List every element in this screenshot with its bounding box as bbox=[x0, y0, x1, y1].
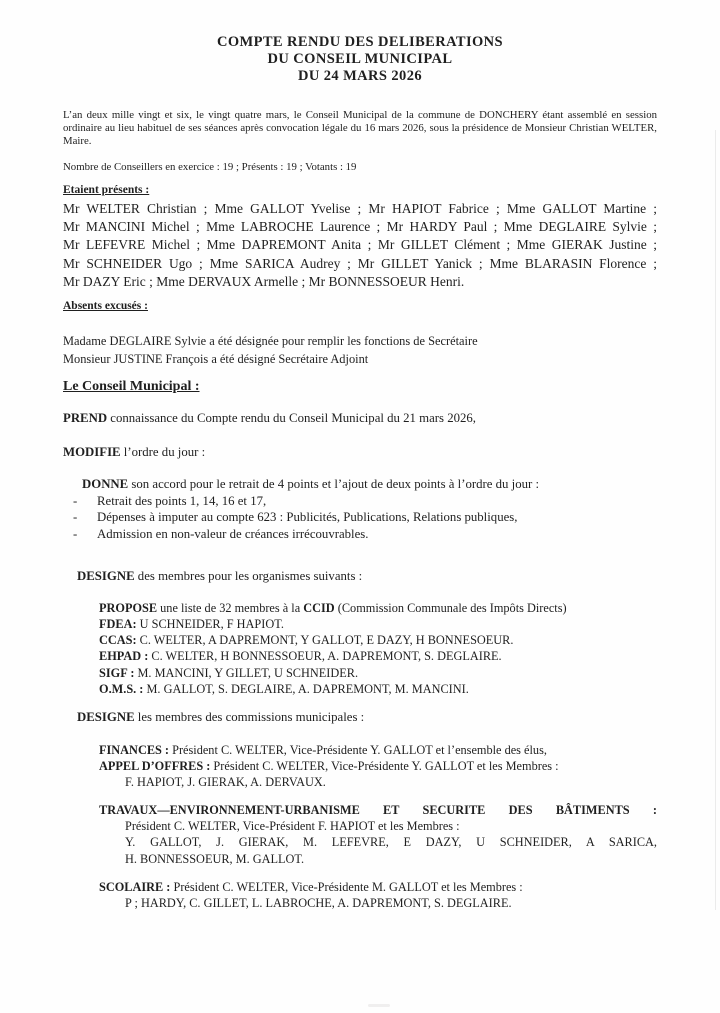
commission-members: Président C. WELTER, Vice-Présidente Y. GALLOT et les Membres : bbox=[210, 759, 559, 774]
present-line: Mr DAZY Eric ; Mme DERVAUX Armelle ; Mr BONNESSOEUR Henri. bbox=[63, 273, 465, 289]
action-lead: DESIGNE bbox=[77, 569, 135, 584]
document-content bbox=[63, 0, 657, 911]
action-text: son accord pour le retrait de 4 points et l’ajout de deux points à l’ordre du jour : bbox=[128, 477, 540, 492]
present-line: Mr WELTER Christian ; Mme GALLOT Yvelise ; Mr HAPIOT Fabrice ; Mme GALLOT Martine ; bbox=[63, 201, 657, 216]
organism-label: CCAS: bbox=[99, 633, 137, 648]
commission-scolaire-line bbox=[99, 879, 657, 895]
donne-item bbox=[73, 493, 657, 510]
donne-item-text: Admission en non-valeur de créances irrécouvrables. bbox=[97, 526, 369, 541]
commission-scolaire bbox=[99, 879, 657, 912]
organism-line bbox=[99, 648, 657, 664]
commission-label: APPEL D’OFFRES : bbox=[99, 759, 211, 774]
present-members-list bbox=[63, 200, 657, 291]
ccid-label: CCID bbox=[303, 600, 335, 615]
commission-travaux-title bbox=[99, 802, 657, 818]
organism-members: U SCHNEIDER, F HAPIOT. bbox=[136, 616, 284, 631]
propose-lead: PROPOSE bbox=[99, 600, 158, 615]
action-text: des membres pour les organismes suivants : bbox=[134, 569, 363, 584]
dash-bullet: - bbox=[73, 493, 78, 508]
donne-item-text: Dépenses à imputer au compte 623 : Publicités, Publications, Relations publiques, bbox=[97, 510, 518, 525]
commission-label: TRAVAUX—ENVIRONNEMENT-URBANISME ET SECURITE DES BÂTIMENTS : bbox=[99, 802, 657, 817]
secretary-designations bbox=[63, 333, 657, 368]
organism-label: O.M.S. : bbox=[99, 682, 144, 696]
action-text: les membres des commissions municipales : bbox=[134, 710, 365, 725]
commission-label: FINANCES : bbox=[99, 742, 170, 757]
organism-line bbox=[99, 681, 657, 697]
action-designe-commissions bbox=[77, 709, 657, 726]
action-modifie bbox=[63, 444, 657, 461]
propose-line bbox=[99, 600, 657, 616]
organism-members: M. GALLOT, S. DEGLAIRE, A. DAPREMONT, M. MANCINI. bbox=[143, 682, 469, 696]
organism-members: C. WELTER, H BONNESSOEUR, A. DAPREMONT, S. DEGLAIRE. bbox=[148, 649, 502, 664]
propose-rest: (Commission Communale des Impôts Directs) bbox=[334, 600, 567, 615]
propose-mid: une liste de 32 membres à la bbox=[157, 600, 304, 615]
action-lead: DONNE bbox=[82, 477, 129, 492]
commission-finances bbox=[99, 742, 657, 758]
action-donne-block bbox=[63, 476, 657, 542]
organism-label: SIGF : bbox=[99, 665, 135, 680]
secretary-line: Monsieur JUSTINE François a été désigné Secrétaire Adjoint bbox=[63, 351, 369, 366]
appel-offres-members: F. HAPIOT, J. GIERAK, A. DERVAUX. bbox=[125, 775, 326, 790]
donne-item bbox=[73, 526, 657, 543]
scan-smudge-artifact bbox=[368, 1004, 390, 1007]
action-lead: MODIFIE bbox=[63, 444, 121, 459]
organism-line bbox=[99, 616, 657, 632]
donne-item bbox=[73, 509, 657, 526]
action-lead: DESIGNE bbox=[77, 710, 135, 725]
document-title bbox=[63, 34, 657, 85]
present-line: Mr LEFEVRE Michel ; Mme DAPREMONT Anita ; Mr GILLET Clément ; Mme GIERAK Justine ; bbox=[63, 237, 657, 253]
donne-item-text: Retrait des points 1, 14, 16 et 17, bbox=[97, 493, 267, 508]
organisms-list bbox=[99, 600, 657, 698]
organism-line bbox=[99, 632, 657, 648]
organism-label: EHPAD : bbox=[99, 649, 149, 664]
action-lead: PREND bbox=[63, 411, 108, 426]
action-designe-organisms bbox=[77, 568, 657, 585]
commission-label: SCOLAIRE : bbox=[99, 879, 171, 894]
organism-line bbox=[99, 665, 657, 681]
scan-edge-artifact bbox=[715, 130, 716, 910]
dash-bullet: - bbox=[73, 510, 78, 525]
action-prend bbox=[63, 410, 657, 427]
present-line: Mr SCHNEIDER Ugo ; Mme SARICA Audrey ; Mr GILLET Yanick ; Mme BLARASIN Florence ; bbox=[63, 255, 657, 271]
travaux-line: Y. GALLOT, J. GIERAK, M. LEFEVRE, E DAZY, U SCHNEIDER, A SARICA, bbox=[125, 835, 657, 850]
commission-members: Président C. WELTER, Vice-Présidente Y. GALLOT et l’ensemble des élus, bbox=[169, 742, 547, 757]
council-heading: Le Conseil Municipal : bbox=[63, 379, 200, 395]
councillors-counts: Nombre de Conseillers en exercice : 19 ; Présents : 19 ; Votants : 19 bbox=[63, 161, 357, 173]
organism-members: C. WELTER, A DAPREMONT, Y GALLOT, E DAZY, H BONNESOEUR. bbox=[136, 633, 514, 648]
commissions-list bbox=[99, 742, 657, 912]
session-intro-paragraph: L’an deux mille vingt et six, le vingt quatre mars, le Conseil Municipal de la commune de DONCHERY étant assemblé en session ordinaire au lieu habituel de ses séances après convocation légale du 16 mars 2026, sous la présidence de Monsieur Christian WELTER, Maire. bbox=[63, 109, 657, 147]
present-heading: Etaient présents : bbox=[63, 184, 150, 196]
travaux-line: Président C. WELTER, Vice-Président F. HAPIOT et les Membres : bbox=[125, 818, 460, 833]
action-text: connaissance du Compte rendu du Conseil Municipal du 21 mars 2026, bbox=[107, 411, 476, 426]
organism-members: M. MANCINI, Y GILLET, U SCHNEIDER. bbox=[134, 665, 359, 680]
travaux-line: H. BONNESSOEUR, M. GALLOT. bbox=[125, 851, 305, 866]
organism-label: FDEA: bbox=[99, 616, 137, 631]
scolaire-members: P ; HARDY, C. GILLET, L. LABROCHE, A. DAPREMONT, S. DEGLAIRE. bbox=[125, 896, 512, 911]
dash-bullet: - bbox=[73, 526, 78, 541]
action-text: l’ordre du jour : bbox=[120, 444, 206, 459]
secretary-line: Madame DEGLAIRE Sylvie a été désignée pour remplir les fonctions de Secrétaire bbox=[63, 334, 478, 349]
commission-travaux bbox=[99, 802, 657, 867]
action-donne bbox=[82, 476, 657, 493]
title-line-1: COMPTE RENDU DES DELIBERATIONS bbox=[216, 34, 504, 50]
title-line-2: DU CONSEIL MUNICIPAL bbox=[267, 51, 453, 67]
present-line: Mr MANCINI Michel ; Mme LABROCHE Laurence ; Mr HARDY Paul ; Mme DEGLAIRE Sylvie ; bbox=[63, 219, 657, 235]
title-line-3: DU 24 MARS 2026 bbox=[297, 68, 422, 84]
commission-appel-offres bbox=[99, 758, 657, 774]
commission-members: Président C. WELTER, Vice-Présidente M. GALLOT et les Membres : bbox=[170, 879, 523, 894]
absent-heading: Absents excusés : bbox=[63, 300, 148, 313]
